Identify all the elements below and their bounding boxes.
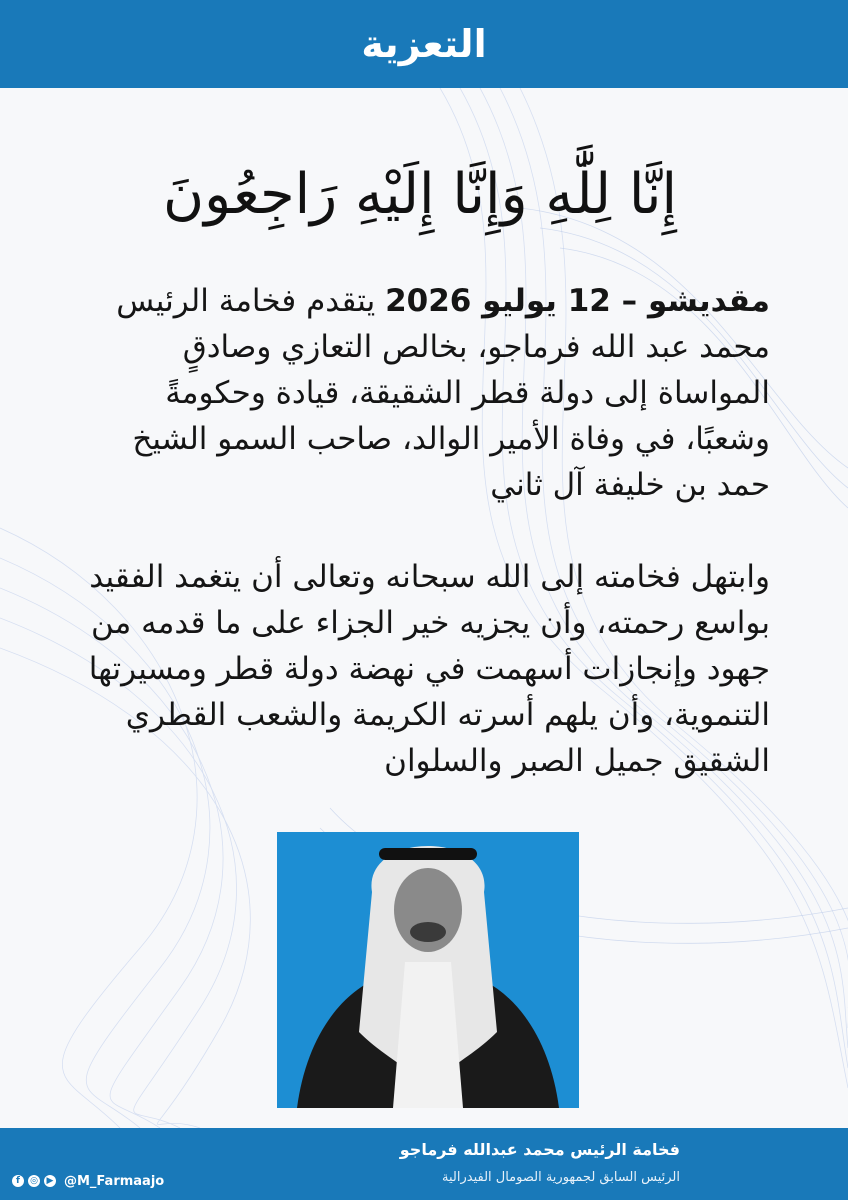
header-banner (0, 0, 848, 88)
social-handle[interactable]: @M_Farmaajo (64, 1173, 165, 1189)
portrait-photo (277, 832, 579, 1108)
calligraphy-verse: إِنَّا لِلَّٰهِ وَإِنَّا إِلَيْهِ رَاجِعُونَ (162, 161, 678, 227)
social-links (12, 1170, 164, 1192)
footer-role: الرئيس السابق لجمهورية الصومال الفيدرالية (442, 1170, 680, 1185)
facebook-icon[interactable]: f (12, 1175, 24, 1187)
paragraph-1 (80, 278, 770, 508)
portrait-figure (277, 832, 579, 1108)
footer-name: فخامة الرئيس محمد عبدالله فرماجو (399, 1140, 680, 1159)
paragraph-2: وابتهل فخامته إلى الله سبحانه وتعالى أن يتغمد الفقيد بواسع رحمته، وأن يجزيه خير الجزاء على ما قدمه من جهود وإنجازات أسهمت في نهضة دولة قطر ومسيرتها التنموية، وأن يلهم أسرته الكريمة والشعب القطري الشقيق جميل الصبر والسلوان (88, 559, 770, 779)
youtube-icon[interactable]: ▶ (44, 1175, 56, 1187)
instagram-icon[interactable]: ◎ (28, 1175, 40, 1187)
page-title: التعزية (361, 22, 487, 66)
condolence-statement (80, 278, 770, 784)
footer-bar (0, 1128, 848, 1200)
paragraph-1-text: يتقدم فخامة الرئيس محمد عبد الله فرماجو، بخالص التعازي وصادقٍ المواساة إلى دولة قطر الشقيقة، قيادة وحكومةً وشعبًا، في وفاة الأمير الوالد، صاحب السمو الشيخ حمد بن خليفة آل ثاني (116, 283, 770, 503)
dateline: مقديشو – 12 يوليو 2026 (385, 283, 770, 319)
